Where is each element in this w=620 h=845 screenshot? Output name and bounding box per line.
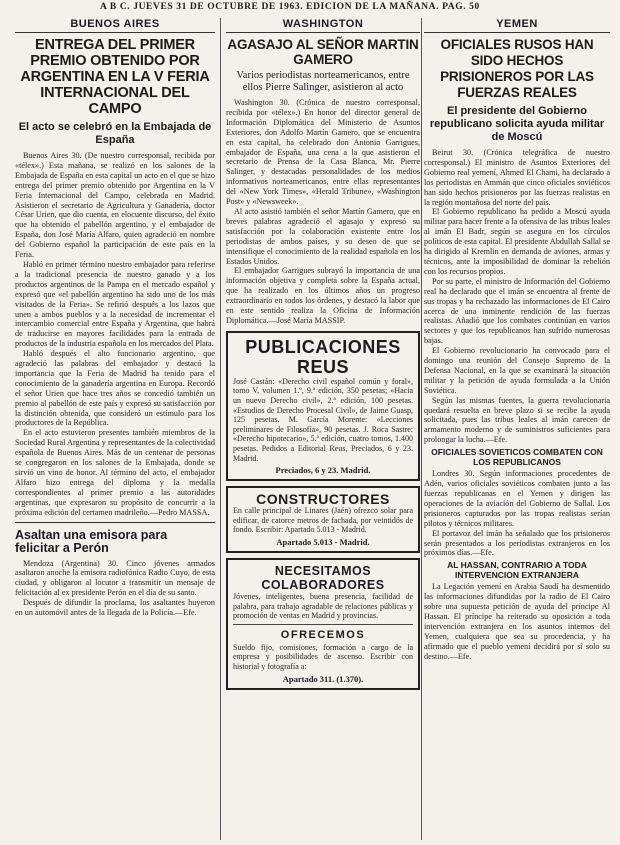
subheadline: El acto se celebró en la Embajada de España [18, 121, 212, 146]
article-paragraph: Al acto asistió también el señor Martín Gamero, que en breves palabras agradeció el agasajo y expresó su satisfacción por la colaboración existente entre los periodistas de ambos países, y su deseo de que se intensifique el conocimiento de la realidad española en los Estados Unidos. [226, 206, 420, 266]
advert-colaboradores [226, 558, 420, 690]
article-paragraph: El Gobierno republicano ha pedido a Moscú ayuda militar para hacer frente a la ofensiva de las tribus leales al imán El Badr, según se asegura en los círculos políticos de esta capital. El presidente Abdullah Sallal se ha dirigido al Kremlin en demanda de aviones, armas y técnicos, ante la imposibilidad de dominar la rebelión con los recursos propios. [424, 207, 610, 276]
advert-title: CONSTRUCTORES [256, 491, 390, 508]
article-paragraph: Buenos Aires 30. (De nuestro corresponsal, recibida por «télex».) Esta mañana, se realizó en los salones de la Embajada de España en esta capital un acto en el que se hizo entrega del primer premio obtenido por Argentina en la V Feria Internacional del Campo, celebrada en Madrid. Asistieron el secretario de Agricultura y Ganadería, doctor César Urien, que dio cuenta, en elocuente discurso, del éxito que ha obtenido el pabellón argentino, y el embajador de España, don José María Alfaro, quien agradeció en nombre del Gobierno español la participación de este país en la Feria. [15, 151, 215, 260]
section-label: WASHINGTON [226, 18, 420, 33]
article-paragraph: Londres 30. Según informaciones procedentes de Adén, varios oficiales soviéticos combaten junto a las fuerzas republicanas en el Yemen y dirigen las operaciones de la aviación del Gobierno de Sallal. Los prisioneros capturados por las tropas realistas serían pilotos y técnicos militares. [424, 469, 610, 528]
advert-address: Apartado 5.013 - Madrid. [276, 536, 370, 547]
page-header: A B C. JUEVES 31 DE OCTUBRE DE 1963. EDICION DE LA MAÑANA. PAG. 50 [100, 2, 480, 12]
mini-headline: OFICIALES SOVIETICOS COMBATEN CON LOS REPUBLICANOS [431, 447, 603, 468]
article-paragraph: El portavoz del imán ha señalado que los prisioneros serán presentados a los periodistas extranjeros en los próximos días.—Efe. [424, 528, 610, 558]
article-paragraph: Según las mismas fuentes, la guerra revolucionaria quedará resuelta en breve plazo si se recibe la ayuda solicitada, pues las tribus leales al imán carecen de armamento moderno y de suministros suficientes para prolongar la lucha.—Efe. [424, 395, 610, 445]
deck: Varios periodistas norteamericanos, entre ellos Pierre Salinger, asistieron al acto [236, 70, 410, 93]
divider [15, 522, 215, 523]
mini-headline: AL HASSAN, CONTRARIO A TODA INTERVENCION EXTRANJERA [447, 560, 587, 581]
article-paragraph: El embajador Garrigues subrayó la importancia de una información objetiva y completa sobre la España actual, que ha realizado en los últimos años un progreso extraordinario en todos los órdenes, y destacó la labor que en este sentido realiza la Oficina de Información Diplomática.—José María MASSIP. [226, 266, 420, 325]
advert-address: Preciados, 6 y 23. Madrid. [275, 465, 371, 476]
subheadline: El presidente del Gobierno republicano solicita ayuda militar de Moscú [429, 105, 605, 143]
column-buenos-aires [15, 18, 215, 840]
advert-body: Jóvenes, inteligentes, buena presencia, facilidad de palabra, para trabajo agradable de relaciones públicas y promoción de ventas en Madrid y provincias. [233, 591, 413, 621]
column-yemen [424, 18, 610, 840]
headline: OFICIALES RUSOS HAN SIDO HECHOS PRISIONEROS POR LAS FUERZAS REALES [440, 37, 594, 100]
advert-body: En calle principal de Linares (Jaén) ofrezco solar para edificar, de catorce metros de fachada, por veintidós de fondo. Escribir: Apartado 5.013 - Madrid. [233, 506, 413, 535]
article-paragraph: Beirut 30. (Crónica telegráfica de nuestro corresponsal.) El ministro de Asuntos Exteriores del Gobierno real yemení, Ahmed El Chami, ha declarado a los periodistas en Ammán que cinco oficiales soviéticos han sido hechos prisioneros por las fuerzas realistas en la región montañosa del norte del país. [424, 148, 610, 207]
article-paragraph: Habló en primer término nuestro embajador para referirse a la tradicional presencia de nuestro ganado y a los productos argentinos de la Pampa en el mercado español y expresó que «el pabellón argentino ha sido uno de los más visitados de la Feria». Se refirió después a los lazos que unen a ambos pueblos y a la necesidad de incrementar el intercambio comercial entre España y Argentina, que habrá de traducirse en mayores facilidades para la entrada de productos de la industria española en los mercados del Plata. [15, 259, 215, 349]
advert-publicaciones-reus [226, 331, 420, 481]
article-paragraph: Por su parte, el ministro de Información del Gobierno real ha declarado que el imán se encuentra al frente de sus tropas y ha rechazado las informaciones de El Cairo acerca de una inminente rendición de las fuerzas realistas. Añadió que los combates continúan en varios sectores y que los republicanos han sufrido numerosas bajas. [424, 276, 610, 346]
article-paragraph: La Legación yemení en Arabia Saudí ha desmentido las informaciones difundidas por la radio de El Cairo sobre una supuesta petición de ayuda del príncipe Al Hassan. El príncipe ha reiterado su oposición a toda intervención extranjera en los asuntos internos del Yemen, cualquiera que sea su procedencia, y ha afirmado que el pueblo yemení decidirá por sí solo su destino.—Efe. [424, 582, 610, 661]
column-rule [220, 18, 221, 840]
mini-headline: Asaltan una emisora para felicitar a Perón [15, 527, 168, 556]
article-paragraph: El Gobierno revolucionario ha convocado para el domingo una reunión del Consejo Supremo de la Defensa Nacional, en la que se examinará la situación militar y la petición de ayuda formulada a la Unión Soviética. [424, 346, 610, 395]
advert-title: NECESITAMOS COLABORADORES [261, 563, 385, 592]
advert-offer-body: Sueldo fijo, comisiones, formación a cargo de la empresa y posibilidades de ascenso. Escribir con historial y fotografía a: [233, 642, 413, 671]
advert-address: Apartado 311. (1.370). [282, 673, 364, 684]
article-paragraph: Mendoza (Argentina) 30. Cinco jóvenes armados asaltaron anoche la emisora radiofónica Radio Cuyo, de esta ciudad, y obligaron al locutor a transmitir un mensaje de felicitación al ex presidente Perón en el día de su santo. [15, 558, 215, 598]
section-label: BUENOS AIRES [15, 18, 215, 33]
article-paragraph: Washington 30. (Crónica de nuestro corresponsal, recibida por «télex».) En honor del director general de Información Diplomática del Ministerio de Asuntos Exteriores, don Adolfo Martín Gamero, que se encuentra en esta capital, ha celebrado don Antonio Garrigues, embajador de España, una cena a la que asistieron el secretario de Prensa de la Casa Blanca, Mr. Pierre Salinger, y destacadas personalidades de los medios informativos norteamericanos, entre ellas representantes del «New York Times», «Herald Tribune», «Washington Post» y «Newsweek». [226, 98, 420, 207]
article-paragraph: Habló después el alto funcionario argentino, que agradeció las palabras del embajador y destacó la importancia que la Feria de Madrid ha tenido para el conocimiento de la ganadería argentina en Europa. Recordó el señor Urien que hace tres años se concedió también un premio al pabellón de este país y expresó su satisfacción por la distinción obtenida, que consideró un estímulo para los productores de la República. [15, 349, 215, 428]
column-rule [421, 18, 422, 840]
advert-body: José Castán: «Derecho civil español común y foral», tomo V, volumen 1.º, 9.ª edición, 350 pesetas; «Hacia un nuevo Derecho civil», 2.ª edición, 100 pesetas. «Estudios de Derecho Procesal Civil», de Jaime Guasp, 125 pesetas. M. García Morente: «Lecciones preliminares de Filosofía», 90 pesetas. J. Roca Sastre: «Derecho hipotecario», 5.ª edición, cuatro tomos, 1.400 pesetas. Pedidos a Editorial Reus, Preciados, 6 y 23. Madrid. [233, 376, 413, 463]
column-washington [226, 18, 420, 840]
advert-constructores [226, 486, 420, 553]
article-paragraph: En el acto estuvieron presentes también miembros de la Sociedad Rural Argentina y representantes de la colectividad española de Buenos Aires. Más de un centenar de personas se congregaron en los salones de la Embajada, donde se sirvió un vino de honor. Al término del acto, el embajador Alfaro hizo entrega del diploma y la medalla correspondientes al primer premio a las autoridades argentinas, que expresaron su propósito de concurrir a la próxima edición del certamen madrileño.—Pedro MASSA. [15, 428, 215, 517]
advert-title: PUBLICACIONES REUS [245, 336, 401, 377]
headline: ENTREGA DEL PRIMER PREMIO OBTENIDO POR ARGENTINA EN LA V FERIA INTERNACIONAL DEL CAMPO [20, 37, 210, 117]
article-paragraph: Después de difundir la proclama, los asaltantes huyeron en un automóvil antes de la llegada de la Policía.—Efe. [15, 598, 215, 618]
section-label: YEMEN [424, 18, 610, 33]
advert-offer-label: OFRECEMOS [280, 628, 366, 641]
headline: AGASAJO AL SEÑOR MARTIN GAMERO [227, 37, 419, 67]
